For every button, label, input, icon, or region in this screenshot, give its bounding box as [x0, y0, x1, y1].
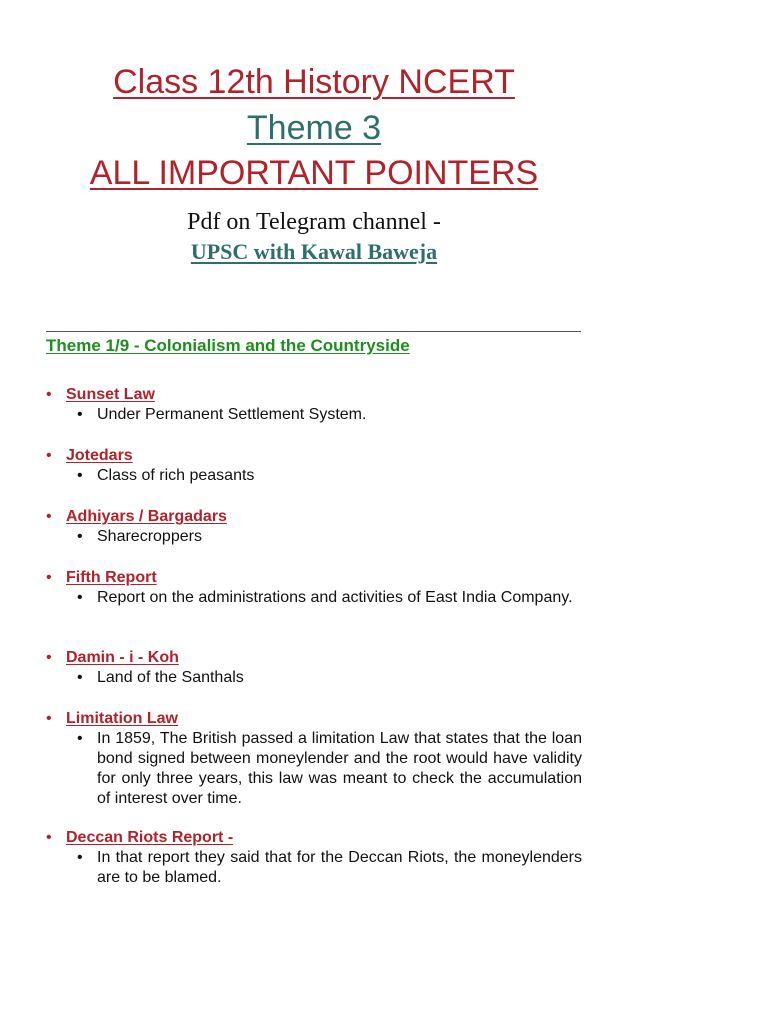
term-label: Sunset Law: [66, 386, 155, 403]
sub-bullet-icon: •: [77, 669, 83, 686]
term-label: Adhiyars / Bargadars: [66, 508, 227, 525]
title-line-2: Theme 3: [246, 109, 382, 147]
sub-bullet-icon: •: [77, 528, 83, 545]
list-item: [46, 828, 582, 888]
term-label: Damin - i - Koh: [66, 649, 179, 666]
bullet-icon: •: [46, 649, 52, 666]
sub-bullet-icon: •: [77, 849, 83, 866]
term-label: Jotedars: [66, 447, 133, 464]
term-definition: Sharecroppers: [97, 528, 202, 545]
term-definition: Under Permanent Settlement System.: [97, 406, 367, 423]
section-divider: [46, 331, 581, 332]
term-definition: Class of rich peasants: [97, 467, 255, 484]
bullet-icon: •: [46, 386, 52, 403]
telegram-subtitle: Pdf on Telegram channel -: [187, 209, 441, 235]
term-label: Deccan Riots Report -: [66, 829, 234, 846]
list-item: [46, 507, 582, 547]
list-item: [46, 648, 582, 688]
bullet-icon: •: [46, 829, 52, 846]
bullet-icon: •: [46, 710, 52, 727]
sub-bullet-icon: •: [77, 406, 83, 423]
sub-bullet-icon: •: [77, 589, 83, 606]
bullet-icon: •: [46, 447, 52, 464]
term-definition: Report on the administrations and activities of East India Company.: [97, 589, 573, 606]
section-heading: Theme 1/9 - Colonialism and the Countryside: [46, 336, 410, 355]
list-item: [46, 385, 582, 425]
list-item: [46, 568, 582, 608]
term-definition: In 1859, The British passed a limitation Law that states that the loan bond signed between moneylender and the root would have validity for only three years, this law was meant to check the accumulation of interest over time.: [97, 730, 582, 807]
bullet-icon: •: [46, 508, 52, 525]
sub-bullet-icon: •: [77, 467, 83, 484]
title-line-1: Class 12th History NCERT: [113, 63, 515, 101]
bullet-icon: •: [46, 569, 52, 586]
term-definition: In that report they said that for the Deccan Riots, the moneylenders are to be blamed.: [97, 849, 582, 886]
channel-name-link[interactable]: UPSC with Kawal Baweja: [190, 239, 438, 264]
list-item: [46, 446, 582, 486]
term-label: Limitation Law: [66, 710, 178, 727]
term-label: Fifth Report: [66, 569, 157, 586]
term-definition: Land of the Santhals: [97, 669, 244, 686]
title-line-3: ALL IMPORTANT POINTERS: [89, 154, 539, 192]
sub-bullet-icon: •: [77, 730, 83, 747]
list-item: [46, 709, 582, 809]
